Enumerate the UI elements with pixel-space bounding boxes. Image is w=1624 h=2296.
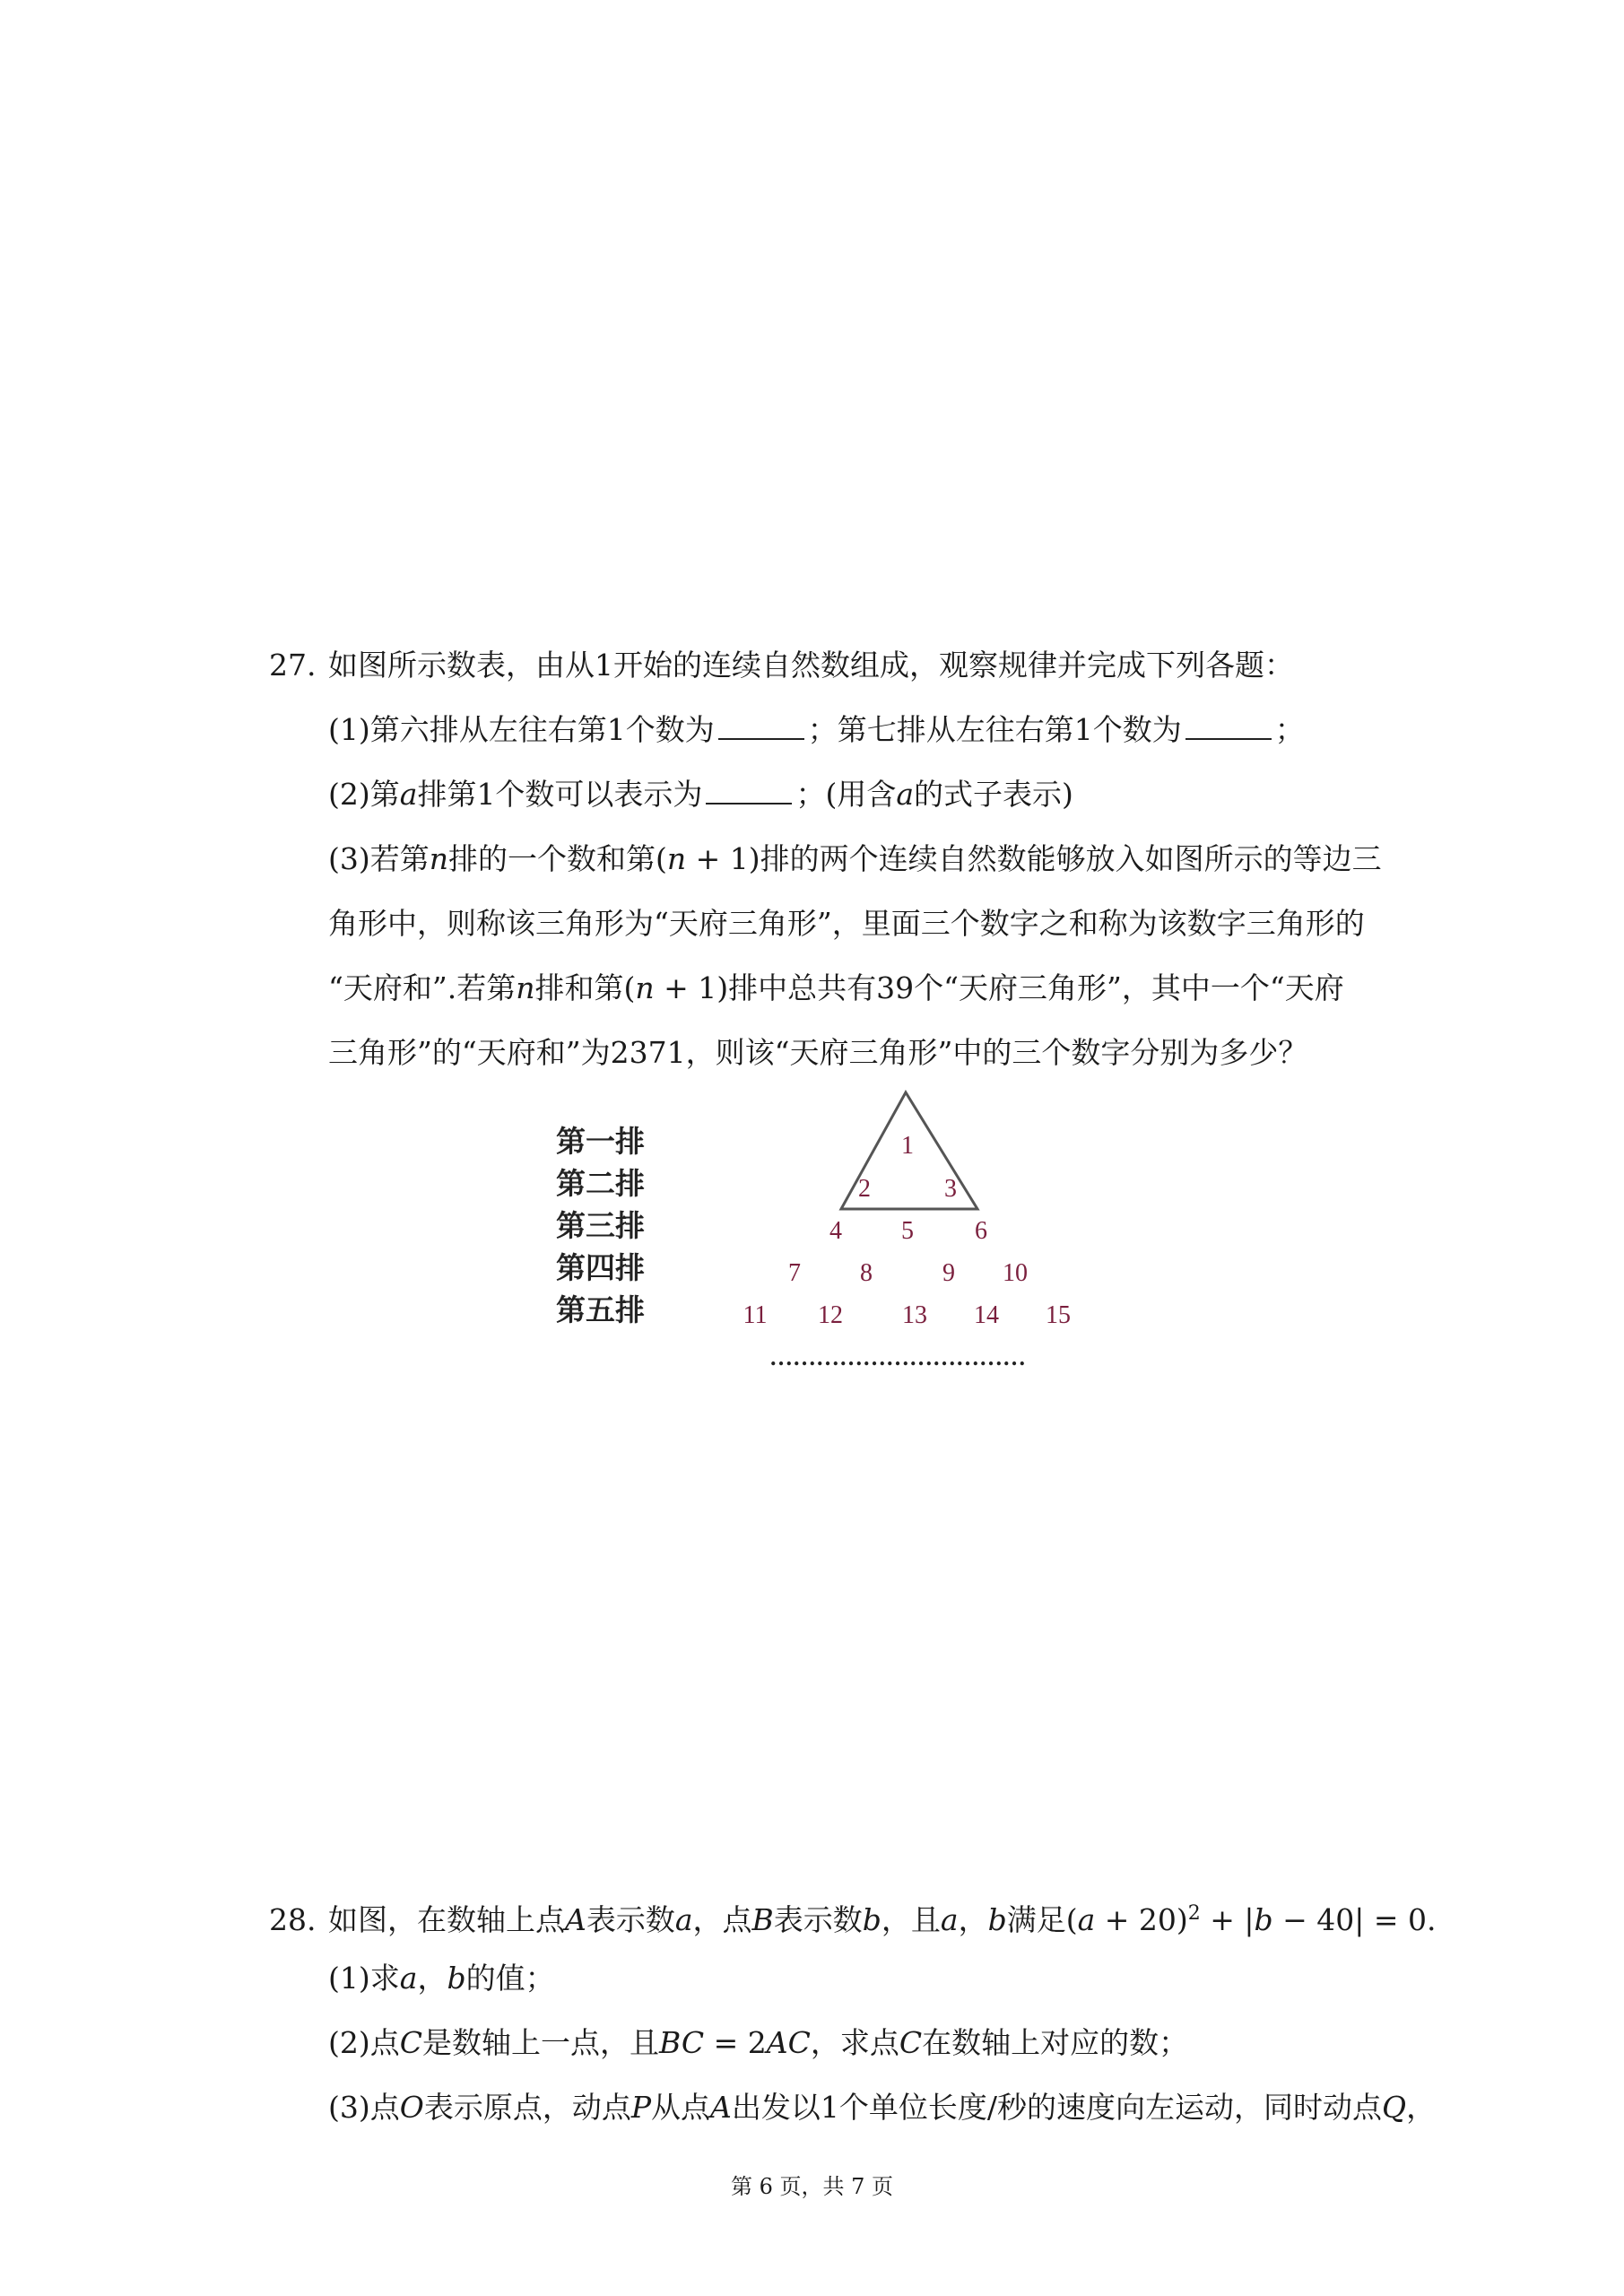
q27-part3-line1 bbox=[328, 839, 1382, 879]
var-AC: AC bbox=[766, 2025, 811, 2060]
figure-svg bbox=[547, 1085, 1103, 1381]
var-b: b bbox=[447, 1961, 466, 1996]
number-triangle-figure bbox=[547, 1085, 1103, 1381]
var-n: n bbox=[429, 841, 449, 876]
q28-text: 表示数 bbox=[586, 1902, 675, 1937]
row-label-3: 第三排 bbox=[556, 1211, 645, 1243]
q28-text: + | bbox=[1200, 1902, 1255, 1937]
var-b: b bbox=[862, 1902, 881, 1937]
var-C: C bbox=[899, 2025, 923, 2060]
q28-number: 28. bbox=[269, 1902, 317, 1937]
q28-p2-text: = 2 bbox=[704, 2025, 767, 2060]
q28-text: − 40| = 0. bbox=[1272, 1902, 1437, 1937]
var-n: n bbox=[516, 970, 535, 1005]
q27-p1-text-b: ；第七排从左往右第1个数为 bbox=[807, 712, 1182, 747]
q27-p1-text-a: (1)第六排从左往右第1个数为 bbox=[328, 712, 715, 747]
q28-text: ，且 bbox=[881, 1902, 941, 1937]
var-A: A bbox=[565, 1902, 586, 1937]
q27-p3-text: 三角形”的“天府和”为2371，则该“天府三角形”中的三个数字分别为多少？ bbox=[328, 1035, 1308, 1070]
q27-p2-text-d: 的式子表示) bbox=[914, 777, 1073, 812]
q28-p2-text: 在数轴上对应的数； bbox=[922, 2025, 1189, 2060]
answer-blank-3[interactable] bbox=[706, 778, 792, 804]
figure-number: 7 bbox=[788, 1259, 801, 1287]
q27-p3-text: 排和第( bbox=[534, 970, 636, 1005]
q28-text: 表示数 bbox=[773, 1902, 863, 1937]
figure-number: 5 bbox=[901, 1217, 914, 1245]
q27-p2-text-b: 排第1个数可以表示为 bbox=[417, 777, 703, 812]
q27-part2 bbox=[328, 775, 1073, 814]
figure-number: 3 bbox=[944, 1175, 957, 1203]
q27-part3-line4 bbox=[328, 1033, 1307, 1073]
q27-part3-line2 bbox=[328, 904, 1365, 944]
var-a: a bbox=[399, 1961, 418, 1996]
var-P: P bbox=[630, 2090, 652, 2125]
q28-part1 bbox=[328, 1959, 555, 1998]
q28-text: + 20) bbox=[1095, 1902, 1188, 1937]
q28-p3-text: 表示原点，动点 bbox=[423, 2090, 631, 2125]
q28-p2-text: 是数轴上一点，且 bbox=[422, 2025, 659, 2060]
figure-number: 13 bbox=[902, 1301, 927, 1329]
q28-p2-text: (2)点 bbox=[328, 2025, 400, 2060]
figure-number: 11 bbox=[743, 1301, 768, 1329]
q27-p2-text-c: ；(用含 bbox=[795, 777, 897, 812]
figure-number: 2 bbox=[858, 1175, 871, 1203]
figure-number: 10 bbox=[1003, 1259, 1028, 1287]
q28-p3-text: ， bbox=[1406, 2090, 1437, 2125]
figure-number: 12 bbox=[818, 1301, 843, 1329]
row-label-1: 第一排 bbox=[556, 1126, 645, 1159]
var-O: O bbox=[399, 2090, 424, 2125]
q28-text: 满足( bbox=[1006, 1902, 1078, 1937]
var-b: b bbox=[1254, 1902, 1273, 1937]
q28-p1-text: (1)求 bbox=[328, 1961, 400, 1996]
var-a: a bbox=[674, 1902, 693, 1937]
q27-p3-text: “天府和”.若第 bbox=[328, 970, 517, 1005]
figure-number: 1 bbox=[901, 1132, 914, 1160]
var-n: n bbox=[635, 970, 655, 1005]
figure-number: 14 bbox=[974, 1301, 999, 1329]
q27-part1 bbox=[328, 710, 1305, 750]
q28-stem bbox=[269, 1894, 1437, 1940]
page-footer: 第 6 页，共 7 页 bbox=[730, 2174, 894, 2199]
row-label-4: 第四排 bbox=[556, 1253, 645, 1285]
q27-stem bbox=[269, 646, 1294, 685]
q28-p3-text: 从点 bbox=[651, 2090, 711, 2125]
q28-part2 bbox=[328, 2023, 1188, 2063]
q28-p3-text: 出发以1个单位长度/秒的速度向左运动，同时动点 bbox=[731, 2090, 1382, 2125]
var-BC: BC bbox=[659, 2025, 705, 2060]
answer-blank-2[interactable] bbox=[1185, 713, 1272, 740]
var-b: b bbox=[987, 1902, 1007, 1937]
q27-p3-text: (3)若第 bbox=[328, 841, 430, 876]
q28-p1-text: ， bbox=[417, 1961, 447, 1996]
q27-p3-text: + 1)排的两个连续自然数能够放入如图所示的等边三 bbox=[686, 841, 1382, 876]
var-B: B bbox=[751, 1902, 774, 1937]
q28-text: ，点 bbox=[692, 1902, 752, 1937]
q27-stem-text: 如图所示数表，由从1开始的连续自然数组成，观察规律并完成下列各题： bbox=[328, 648, 1294, 683]
figure-number: 9 bbox=[942, 1259, 955, 1287]
q27-p3-text: 角形中，则称该三角形为“天府三角形”，里面三个数字之和称为该数字三角形的 bbox=[328, 906, 1365, 941]
q27-p1-text-c: ； bbox=[1274, 712, 1305, 747]
var-A: A bbox=[710, 2090, 732, 2125]
row-label-5: 第五排 bbox=[556, 1295, 645, 1327]
var-n: n bbox=[666, 841, 687, 876]
var-a: a bbox=[399, 777, 418, 812]
row-label-2: 第二排 bbox=[556, 1169, 645, 1201]
q28-p2-text: ，求点 bbox=[810, 2025, 899, 2060]
q27-p3-text: 排的一个数和第( bbox=[448, 841, 667, 876]
figure-number: 15 bbox=[1046, 1301, 1071, 1329]
figure-number: 8 bbox=[860, 1259, 873, 1287]
var-a: a bbox=[940, 1902, 959, 1937]
q28-part3 bbox=[328, 2088, 1436, 2127]
q27-p3-text: + 1)排中总共有39个“天府三角形”，其中一个“天府 bbox=[654, 970, 1344, 1005]
q28-text: 如图，在数轴上点 bbox=[328, 1902, 565, 1937]
q27-p2-text-a: (2)第 bbox=[328, 777, 400, 812]
var-a: a bbox=[896, 777, 914, 812]
var-C: C bbox=[399, 2025, 422, 2060]
q28-p3-text: (3)点 bbox=[328, 2090, 400, 2125]
q28-text: ， bbox=[958, 1902, 988, 1937]
var-Q: Q bbox=[1382, 2090, 1407, 2125]
figure-number: 6 bbox=[975, 1217, 987, 1245]
q27-part3-line3 bbox=[328, 969, 1344, 1008]
exponent: 2 bbox=[1187, 1902, 1201, 1925]
figure-number: 4 bbox=[829, 1217, 842, 1245]
answer-blank-1[interactable] bbox=[718, 713, 804, 740]
var-a: a bbox=[1077, 1902, 1096, 1937]
figure-ellipsis: …………………………… bbox=[769, 1344, 1026, 1370]
q28-p1-text: 的值； bbox=[465, 1961, 555, 1996]
q27-number: 27. bbox=[269, 648, 317, 683]
